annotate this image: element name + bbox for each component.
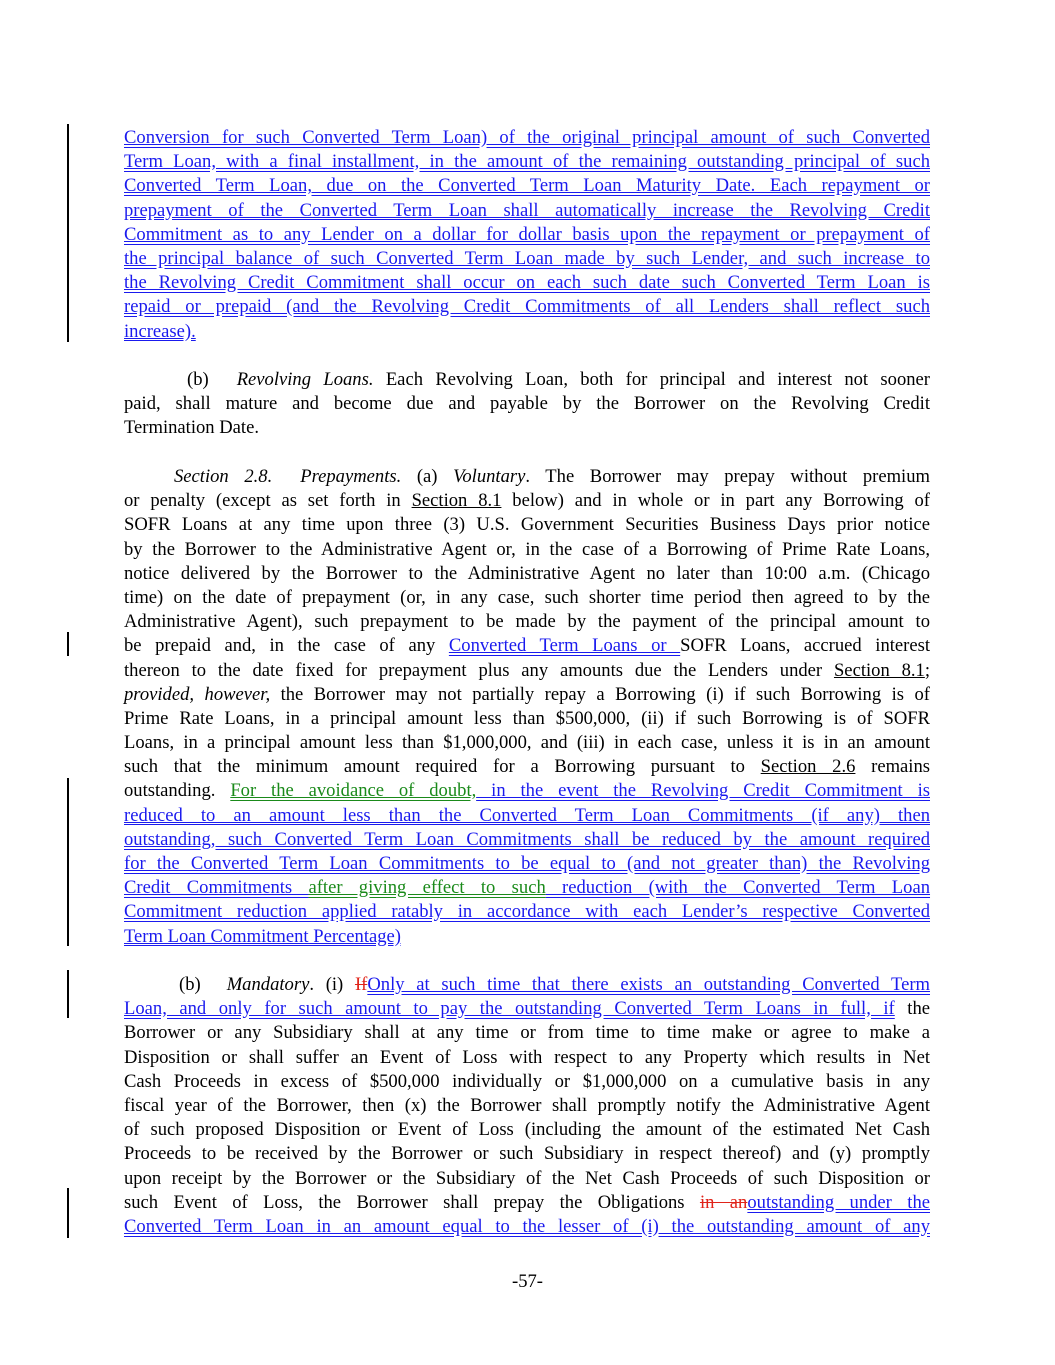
inserted-text: repaid or prepaid (and the Revolving Credit Commitments of all Lenders shall reflect such	[124, 296, 930, 318]
clause-heading: Voluntary	[453, 466, 526, 487]
body-text: SOFR Loans, accrued interest	[680, 635, 931, 657]
section-reference: Section 8.1	[833, 659, 925, 681]
clause-label: (b)	[179, 974, 201, 995]
section-reference: Section 2.6	[760, 756, 856, 778]
clause-label: (a)	[416, 466, 438, 487]
inserted-text: reduced to an amount less than the Converted Term Loan Commitments (if any) then	[124, 804, 930, 826]
body-text: upon receipt by the Borrower or the Subsidiary of the Net Cash Proceeds of such Disposition or	[124, 1167, 930, 1189]
inserted-text: Term Loan Commitment Percentage)	[124, 925, 401, 947]
change-bar	[67, 1188, 69, 1238]
body-text: Prime Rate Loans, in a principal amount less than $500,000, (ii) if such Borrowing is of SOFR	[124, 707, 930, 729]
inserted-text: Converted Term Loans or	[448, 635, 681, 657]
inserted-text: outstanding, such Converted Term Loan Commitments shall be reduced by the amount required	[124, 828, 930, 850]
moved-text: For the avoidance of doubt,	[230, 780, 477, 802]
change-bar	[67, 632, 69, 656]
body-text: such that the minimum amount required for a Borrowing pursuant to	[124, 756, 761, 778]
body-text: outstanding.	[124, 780, 231, 802]
section-2-8-paragraph	[124, 465, 930, 949]
intro-paragraph	[124, 126, 930, 344]
inserted-text: Commitment as to any Lender on a dollar for dollar basis upon the repayment or prepayment of	[124, 223, 930, 245]
body-text: Each Revolving Loan, both for principal and interest not sooner	[385, 369, 931, 390]
page-number: -57-	[512, 1271, 543, 1292]
body-text: below) and in whole or in part any Borrowing of	[501, 490, 930, 512]
section-number: Section 2.8.	[174, 466, 273, 487]
body-text: thereon to the date fixed for prepayment plus any amounts due the Lenders under	[124, 659, 834, 681]
body-text: the	[894, 998, 930, 1020]
body-text: ;	[924, 659, 930, 681]
body-text: notice delivered by the Borrower to the Administrative Agent no later than 10:00 a.m. (Chicago	[124, 562, 930, 584]
inserted-text: Credit Commitments	[124, 877, 309, 899]
change-bar	[67, 778, 69, 946]
inserted-text: Converted Term Loan in an amount equal to the lesser of (i) the outstanding amount of any	[124, 1215, 930, 1237]
section-reference: Section 8.1	[411, 490, 502, 512]
inserted-text: Conversion for such Converted Term Loan) of the original principal amount of such Converted	[124, 127, 930, 148]
section-heading: Prepayments.	[300, 466, 402, 487]
mandatory-paragraph	[124, 973, 930, 1239]
body-text: . (i)	[309, 974, 355, 995]
inserted-text: Commitment reduction applied ratably in accordance with each Lender’s respective Converted	[124, 901, 930, 923]
body-text: Disposition or shall suffer an Event of Loss with respect to any Property which results in Net	[124, 1046, 930, 1068]
inserted-text: the Revolving Credit Commitment shall occur on each such date such Converted Term Loan is	[124, 272, 930, 294]
inserted-text: reduction (with the Converted Term Loan	[545, 877, 931, 899]
body-text: the Borrower may not partially repay a Borrowing (i) if such Borrowing is of	[270, 683, 930, 705]
body-text: time) on the date of prepayment (or, in any case, such shorter time period then agreed to by the	[124, 586, 930, 608]
body-text: by the Borrower to the Administrative Agent or, in the case of a Borrowing of Prime Rate Loans,	[124, 538, 930, 560]
body-text: of such proposed Disposition or Event of Loss (including the amount of the estimated Net Cash	[124, 1119, 930, 1141]
inserted-text: the principal balance of such Converted Term Loan made by such Lender, and such increase to	[124, 247, 930, 269]
clause-heading: Revolving Loans.	[236, 369, 374, 390]
body-text: Loans, in a principal amount less than $1,000,000, and (iii) in each case, unless it is in an amount	[124, 732, 930, 754]
body-text: Termination Date.	[124, 417, 260, 439]
change-bar	[67, 970, 69, 1018]
deleted-text: If	[354, 974, 368, 995]
inserted-text: Only at such time that there exists an outstanding Converted Term	[367, 974, 930, 995]
inserted-text: Converted Term Loan, due on the Converted Term Loan Maturity Date. Each repayment or	[124, 175, 930, 197]
body-text: fiscal year of the Borrower, then (x) the Borrower shall promptly notify the Administrative Agent	[124, 1094, 930, 1116]
body-text: such Event of Loss, the Borrower shall prepay the Obligations	[124, 1191, 700, 1213]
inserted-text: in the event the Revolving Credit Commitment is	[476, 780, 930, 802]
body-text: be prepaid and, in the case of any	[124, 635, 449, 657]
inserted-text: outstanding under the	[747, 1191, 930, 1213]
revolving-loans-paragraph	[124, 368, 930, 441]
body-text: remains	[855, 756, 931, 778]
deleted-text: in an	[699, 1191, 748, 1213]
proviso: provided, however,	[124, 683, 271, 705]
inserted-text: for the Converted Term Loan Commitments to be equal to (and not greater than) the Revolving	[124, 853, 930, 874]
body-text: SOFR Loans at any time upon three (3) U.S. Government Securities Business Days prior notice	[124, 514, 930, 536]
clause-heading: Mandatory	[226, 974, 310, 995]
change-bar	[67, 124, 69, 342]
inserted-text: prepayment of the Converted Term Loan shall automatically increase the Revolving Credit	[124, 199, 930, 221]
body-text: Borrower or any Subsidiary shall at any time or from time to time make or agree to make a	[124, 1022, 930, 1044]
moved-text: after giving effect to such	[308, 877, 546, 899]
inserted-text: Loan, and only for such amount to pay the outstanding Converted Term Loans in full, if	[124, 998, 895, 1020]
body-text: Administrative Agent), such prepayment to be made by the payment of the principal amount to	[124, 611, 930, 633]
body-text: or penalty (except as set forth in	[124, 490, 412, 512]
inserted-text: Term Loan, with a final installment, in the amount of the remaining outstanding principal of such	[124, 151, 930, 173]
body-text: . The Borrower may prepay without premium	[525, 466, 930, 487]
body-text: paid, shall mature and become due and payable by the Borrower on the Revolving Credit	[124, 393, 930, 415]
clause-label: (b)	[187, 369, 209, 390]
body-text: Proceeds to be received by the Borrower or such Subsidiary in respect thereof) and (y) promptly	[124, 1143, 930, 1165]
inserted-text: increase).	[124, 320, 196, 342]
body-text: Cash Proceeds in excess of $500,000 individually or $1,000,000 on a cumulative basis in any	[124, 1070, 930, 1092]
